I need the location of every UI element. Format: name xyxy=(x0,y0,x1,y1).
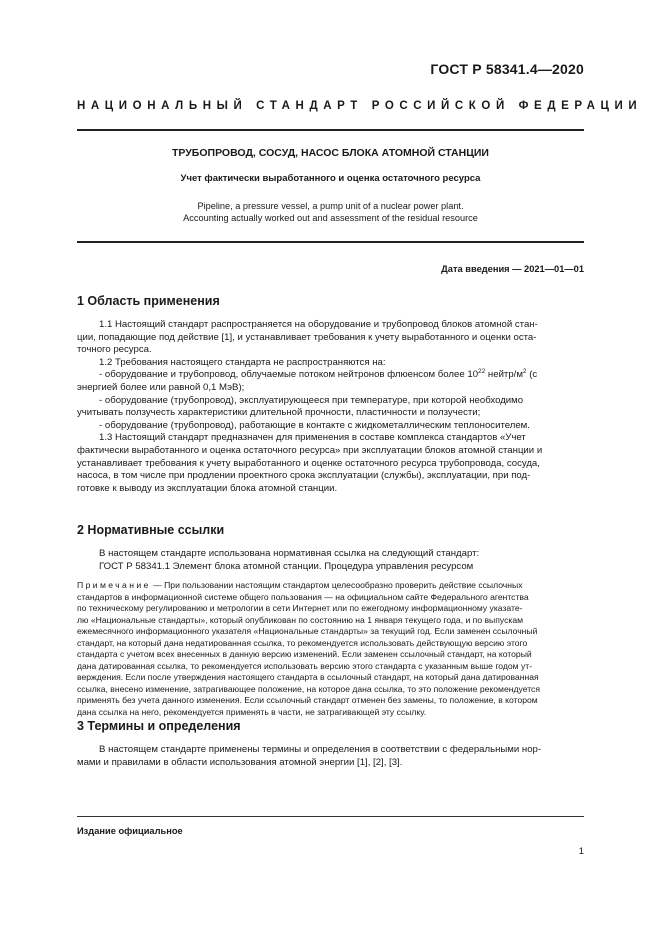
national-standard-banner: НАЦИОНАЛЬНЫЙ СТАНДАРТ РОССИЙСКОЙ ФЕДЕРАЦИИ xyxy=(77,100,643,112)
s1-line: учитывать ползучесть характеристики длительной прочности, пластичности и ползучести; xyxy=(77,407,481,419)
note-line: стандартов в информационной системе общего пользования — на официальном сайте Федерального агентства xyxy=(77,591,529,602)
s1-flux-exponent: 22 xyxy=(478,368,486,376)
s1-line-flux xyxy=(77,369,584,382)
s2-line: ГОСТ Р 58341.1 Элемент блока атомной станции. Процедура управления ресурсом xyxy=(99,560,474,572)
note-label: Примечание xyxy=(77,580,151,590)
title-russian: ТРУБОПРОВОД, СОСУД, НАСОС БЛОКА АТОМНОЙ СТАНЦИИ xyxy=(172,147,489,159)
note-first-line xyxy=(77,580,584,592)
s1-flux-tail: (с xyxy=(526,369,538,381)
s3-line: мами и правилами в области использования атомной энергии [1], [2], [3]. xyxy=(77,756,403,768)
s1-line: 1.3 Настоящий стандарт предназначен для применения в составе комплекса стандартов «Учет xyxy=(99,432,526,444)
note-line: — При пользовании настоящим стандартом целесообразно проверить действие ссылочных xyxy=(150,580,523,590)
s1-flux-unit: нейтр/м xyxy=(485,369,523,381)
note-line: применять без учета данного изменения. Если ссылочный стандарт отменен без замены, то положение, в котором xyxy=(77,695,538,705)
s1-line-text: 1.1 Настоящий стандарт распространяется на оборудование и трубопровод блоков атомной стан- xyxy=(99,319,538,330)
title-english-line-2: Accounting actually worked out and assessment of the residual resource xyxy=(183,213,478,223)
title-rule xyxy=(77,241,584,243)
s1-line xyxy=(77,319,584,332)
note-line: стандарта с учетом всех внесенных в данную версию изменений. Если заменен ссылочный стандарт, на который xyxy=(77,649,532,659)
s1-line: ции, попадающие под действие [1], и устанавливает требования к учету выработанного и оценки оста- xyxy=(77,331,537,343)
document-code: ГОСТ Р 58341.4—2020 xyxy=(430,61,584,77)
official-edition-label: Издание официальное xyxy=(77,826,183,836)
s1-line: точного ресурса. xyxy=(77,344,152,356)
page-number: 1 xyxy=(578,846,584,857)
note-line: лю «Национальные стандарты», который опубликован по состоянию на 1 января текущего года, и по выпускам xyxy=(77,614,524,625)
note-line: дана датированная ссылка, то рекомендуется использовать версию этого стандарта с указанным выше годом ут- xyxy=(77,660,533,671)
introduction-date: Дата введения — 2021—01—01 xyxy=(441,264,584,274)
section-2-heading: 2 Нормативные ссылки xyxy=(77,523,225,537)
note-line: дана ссылка на него, рекомендуется применять в части, не затрагивающей эту ссылку. xyxy=(77,706,427,717)
s1-line: - оборудование (трубопровод), эксплуатирующееся при температуре, при которой необходимо xyxy=(99,394,524,406)
s1-line: насоса, в том числе при продлении проектного срока эксплуатации (службы), эксплуатации, при под- xyxy=(77,470,531,482)
section-3-heading: 3 Термины и определения xyxy=(77,719,241,733)
title-english xyxy=(77,200,584,224)
note-line: ежемесячного информационного указателя «Национальные стандарты» за текущий год. Если заменен ссылочный xyxy=(77,626,538,636)
s1-line: энергией более или равной 0,1 МэВ); xyxy=(77,381,245,393)
s1-line: устанавливает требования к учету выработанного и оценке остаточного ресурса трубопровода, сосуда, xyxy=(77,457,540,469)
s1-line: готовке к выводу из эксплуатации блока атомной станции. xyxy=(77,482,338,494)
subtitle-russian: Учет фактически выработанного и оценка остаточного ресурса xyxy=(180,173,481,184)
section-2-body xyxy=(77,548,584,573)
note-line: верждения. Если после утверждения настоящего стандарта в ссылочный стандарт, на который дана датированная xyxy=(77,672,539,682)
s2-line: В настоящем стандарте использована нормативная ссылка на следующий стандарт: xyxy=(99,548,480,559)
s1-flux-text: - оборудование и трубопровод, облучаемые потоком нейтронов флюенсом более 10 xyxy=(99,369,479,381)
section-3-body xyxy=(77,744,584,769)
note-line: по техническому регулированию и метрологии в сети Интернет или по ежегодному информационному указате- xyxy=(77,603,523,613)
section-1-heading: 1 Область применения xyxy=(77,294,220,308)
s3-line: В настоящем стандарте применены термины и определения в соответствии с федеральными нор- xyxy=(99,744,542,755)
s1-line: 1.2 Требования настоящего стандарта не распространяются на: xyxy=(99,356,386,368)
header-rule xyxy=(77,129,584,131)
section-1-body xyxy=(77,319,584,495)
s1-flux-unit-exponent: 2 xyxy=(522,368,527,376)
section-2-note xyxy=(77,580,584,718)
note-line: ссылка, внесено изменение, затрагивающее положение, на которое дана ссылка, то это положение рекомендуется xyxy=(77,683,540,694)
s1-line: фактически выработанного и оценка остаточного ресурса» при эксплуатации блоков атомной станции и xyxy=(77,444,543,456)
note-line: стандарт, на который дана недатированная ссылка, то рекомендуется использовать действующую версию этого xyxy=(77,637,528,648)
footer-rule xyxy=(77,816,584,817)
title-english-line-1: Pipeline, a pressure vessel, a pump unit of a nuclear power plant. xyxy=(197,201,464,211)
s1-line: - оборудование (трубопровод), работающие в контакте с жидкометаллическим теплоносителем. xyxy=(99,419,530,431)
